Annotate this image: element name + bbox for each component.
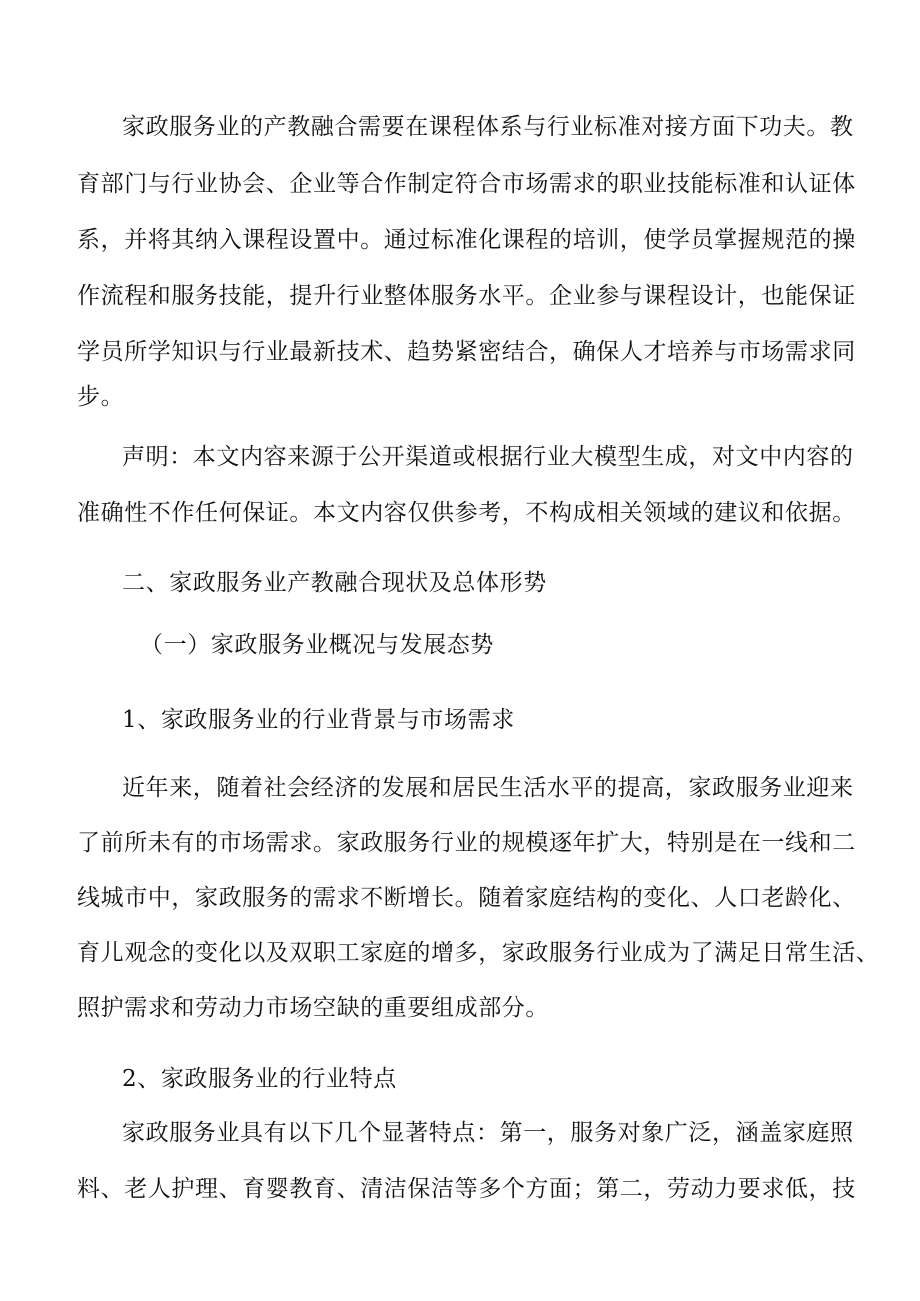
section-heading: 二、家政服务业产教融合现状及总体形势 (122, 570, 547, 596)
text-line: 育部门与行业协会、企业等合作制定符合市场需求的职业技能标准和认证体 (77, 171, 856, 197)
item-heading: 2、家政服务业的行业特点 (122, 1066, 397, 1092)
text-line: 系，并将其纳入课程设置中。通过标准化课程的培训，使学员掌握规范的操 (77, 227, 856, 253)
subsection-heading: （一）家政服务业概况与发展态势 (140, 632, 494, 658)
text-line: 家政服务业具有以下几个显著特点：第一，服务对象广泛，涵盖家庭照 (122, 1120, 854, 1146)
text-line: 作流程和服务技能，提升行业整体服务水平。企业参与课程设计，也能保证 (77, 283, 856, 309)
item-heading: 1、家政服务业的行业背景与市场需求 (122, 707, 515, 733)
text-line: 了前所未有的市场需求。家政服务行业的规模逐年扩大，特别是在一线和二 (77, 830, 856, 856)
text-line: 线城市中，家政服务的需求不断增长。随着家庭结构的变化、人口老龄化、 (77, 885, 856, 911)
text-line: 育儿观念的变化以及双职工家庭的增多，家政服务行业成为了满足日常生活、 (77, 940, 880, 966)
text-line: 近年来，随着社会经济的发展和居民生活水平的提高，家政服务业迎来 (122, 775, 854, 801)
text-line: 家政服务业的产教融合需要在课程体系与行业标准对接方面下功夫。教 (122, 114, 854, 140)
text-line: 照护需求和劳动力市场空缺的重要组成部分。 (77, 995, 549, 1021)
disclaimer-line: 准确性不作任何保证。本文内容仅供参考，不构成相关领域的建议和依据。 (77, 500, 856, 526)
text-line: 步。 (77, 384, 125, 410)
disclaimer-line: 声明：本文内容来源于公开渠道或根据行业大模型生成，对文中内容的 (122, 444, 854, 470)
text-line: 学员所学知识与行业最新技术、趋势紧密结合，确保人才培养与市场需求同 (77, 339, 856, 365)
text-line: 料、老人护理、育婴教育、清洁保洁等多个方面；第二，劳动力要求低，技 (77, 1176, 856, 1202)
